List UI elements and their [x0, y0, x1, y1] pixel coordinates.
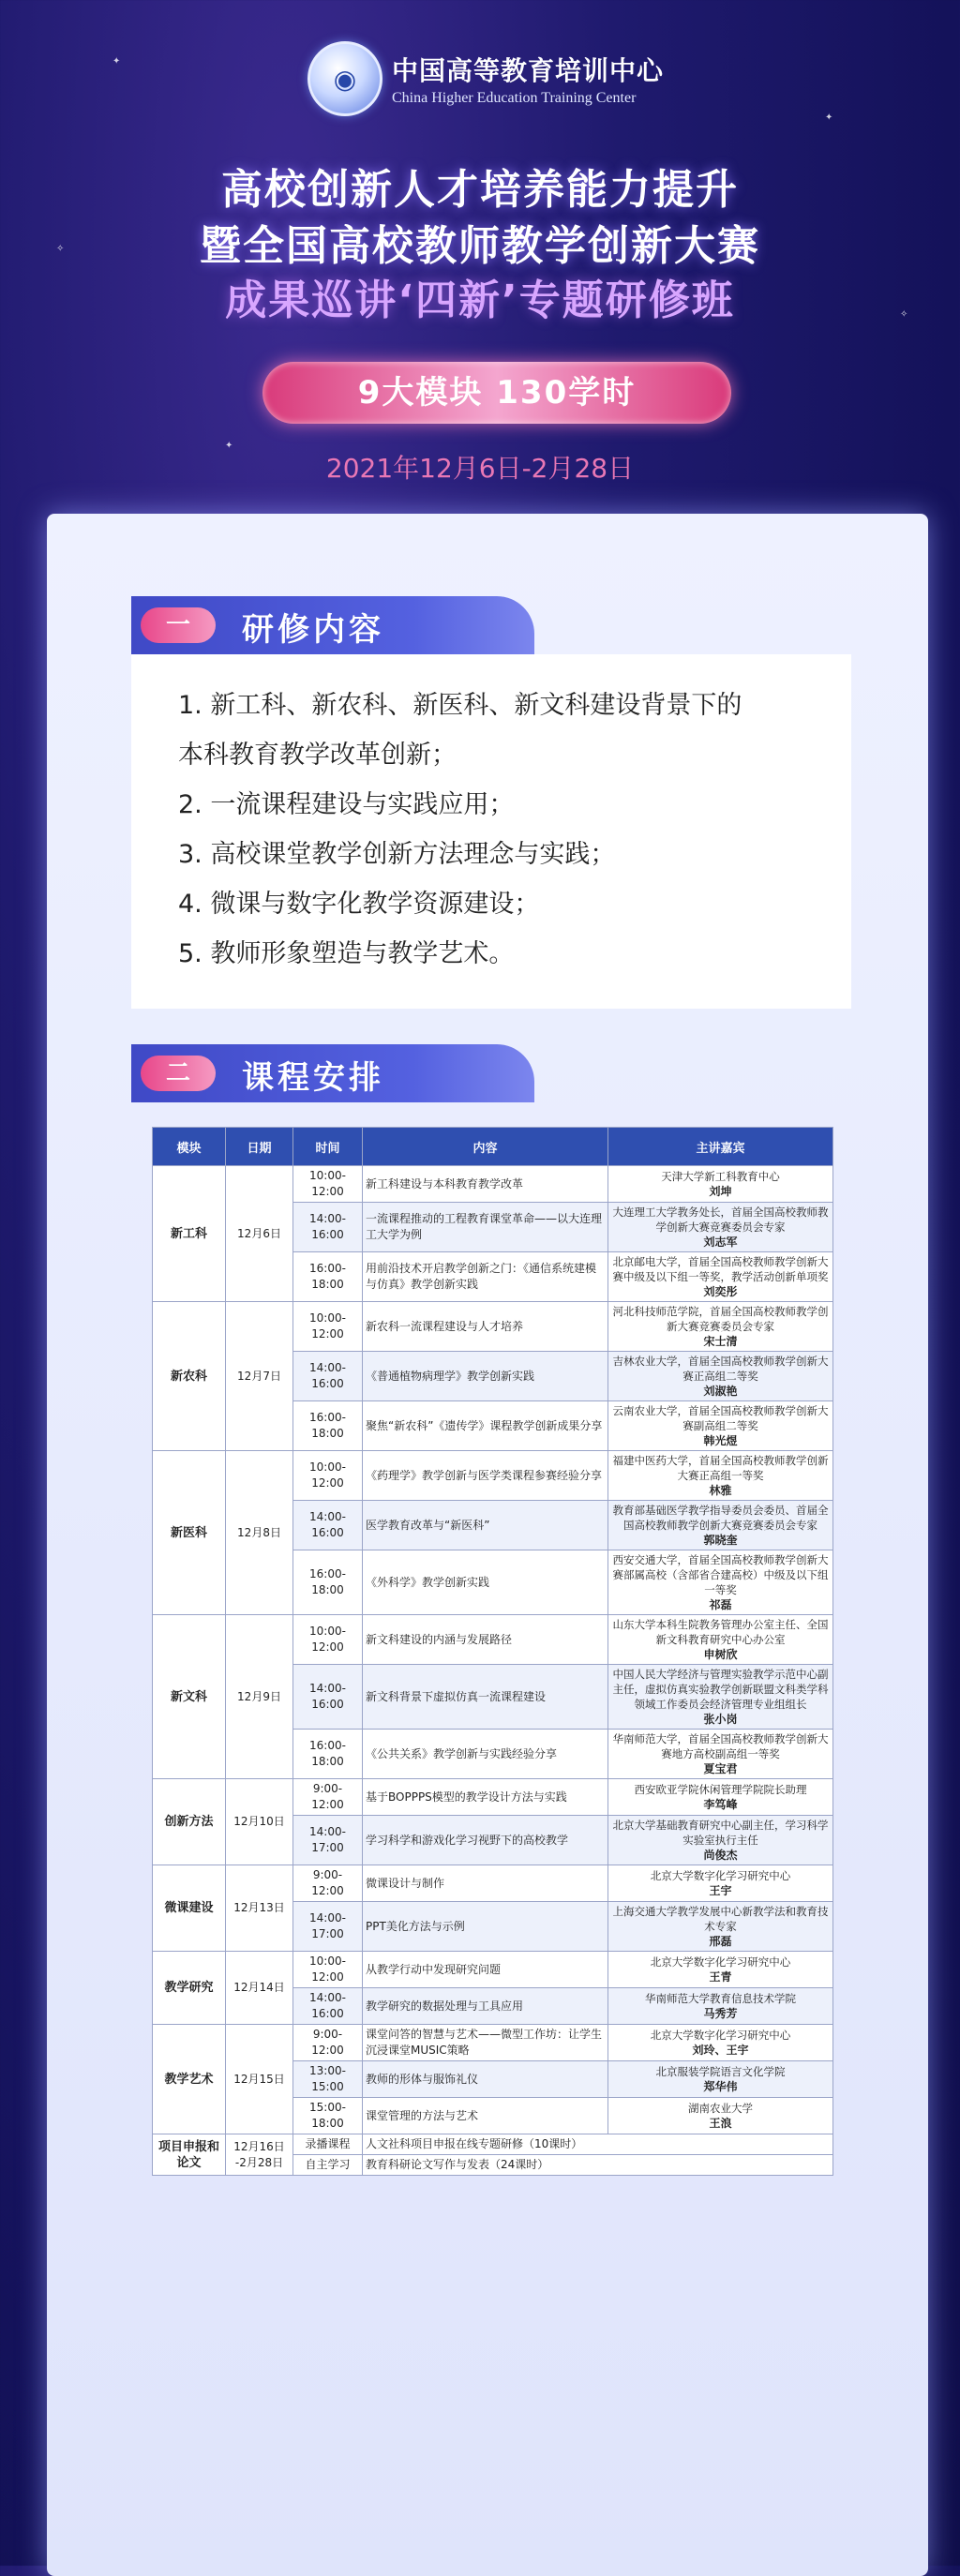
- schedule-table-wrap: [152, 1127, 832, 2176]
- speaker-cell: [608, 2098, 833, 2134]
- date-cell: 12月16日 -2月28日: [226, 2134, 293, 2176]
- speaker-cell: [608, 1988, 833, 2025]
- content-list: [131, 654, 851, 979]
- content-cell: 课堂问答的智慧与艺术——微型工作坊：让学生沉浸课堂MUSIC策略: [363, 2025, 608, 2061]
- speaker-cell: [608, 1816, 833, 1865]
- speaker-cell: [608, 1730, 833, 1779]
- section-header-schedule: [131, 1044, 534, 1102]
- speaker-title: 福建中医药大学，首届全国高校教师教学创新大赛正高组一等奖: [612, 1454, 829, 1482]
- table-header-cell: 内容: [363, 1128, 608, 1166]
- module-cell: 新医科: [153, 1451, 226, 1615]
- title-line-2: 暨全国高校教师教学创新大赛: [200, 222, 760, 270]
- speaker-name: 王青: [709, 1970, 732, 1984]
- content-cell: PPT美化方法与示例: [363, 1902, 608, 1952]
- speaker-name: 马秀芳: [703, 2007, 738, 2020]
- time-cell: 13:00- 15:00: [293, 2061, 363, 2098]
- speaker-name: 宋士清: [703, 1335, 738, 1348]
- star-icon: ✧: [56, 244, 65, 254]
- speaker-title: 天津大学新工科教育中心: [661, 1170, 780, 1183]
- section-title: 研修内容: [242, 611, 384, 649]
- title-line-3: 成果巡讲‘四新’专题研修班: [225, 277, 735, 324]
- time-cell: 14:00- 17:00: [293, 1816, 363, 1865]
- speaker-cell: [608, 1902, 833, 1952]
- logo-emblem-icon: ◉: [308, 41, 382, 116]
- time-cell: 10:00- 12:00: [293, 1952, 363, 1988]
- date-cell: 12月14日: [226, 1952, 293, 2025]
- table-header-cell: 日期: [226, 1128, 293, 1166]
- content-cell: 教育科研论文写作与发表（24课时）: [363, 2155, 833, 2176]
- speaker-title: 北京大学数字化学习研究中心: [650, 2029, 791, 2042]
- speaker-name: 刘玲、王宇: [692, 2044, 749, 2057]
- content-list-item: 1. 新工科、新农科、新医科、新文科建设背景下的: [178, 691, 742, 720]
- speaker-title: 北京大学基础教育研究中心副主任，学习科学实验室执行主任: [612, 1819, 829, 1847]
- module-cell: 教学艺术: [153, 2025, 226, 2134]
- speaker-name: 郑华伟: [703, 2080, 738, 2093]
- content-cell: 学习科学和游戏化学习视野下的高校教学: [363, 1816, 608, 1865]
- content-list-item: 3. 高校课堂教学创新方法理念与实践；: [178, 840, 616, 869]
- speaker-name: 邢磊: [709, 1935, 732, 1948]
- speaker-cell: [608, 1203, 833, 1252]
- content-list-item: 4. 微课与数字化教学资源建设；: [178, 890, 540, 919]
- speaker-title: 西安交通大学，首届全国高校教师教学创新大赛部属高校（含部省合建高校）中级及以下组一等奖: [612, 1553, 829, 1596]
- page-header: [0, 0, 960, 506]
- content-list-item: 本科教育教学改革创新；: [178, 741, 457, 770]
- speaker-title: 华南师范大学，首届全国高校教师教学创新大赛地方高校副高组一等奖: [612, 1732, 829, 1760]
- table-header-cell: 模块: [153, 1128, 226, 1166]
- speaker-name: 张小岗: [703, 1713, 738, 1726]
- brand-name-en: China Higher Education Training Center: [392, 90, 637, 106]
- table-row: [153, 1615, 833, 1665]
- speaker-title: 北京大学数字化学习研究中心: [650, 1869, 791, 1882]
- speaker-cell: [608, 1166, 833, 1203]
- speaker-title: 湖南农业大学: [688, 2102, 753, 2115]
- table-row: [153, 1166, 833, 1203]
- speaker-name: 尚俊杰: [703, 1849, 738, 1862]
- speaker-cell: [608, 1451, 833, 1501]
- module-cell: 创新方法: [153, 1779, 226, 1865]
- speaker-name: 刘奕彤: [703, 1285, 738, 1298]
- speaker-title: 大连理工大学教务处长，首届全国高校教师教学创新大赛竞赛委员会专家: [612, 1206, 829, 1234]
- content-cell: 新工科建设与本科教育教学改革: [363, 1166, 608, 1203]
- table-header-cell: 时间: [293, 1128, 363, 1166]
- speaker-cell: [608, 1615, 833, 1665]
- star-icon: ✦: [825, 112, 833, 123]
- speaker-name: 林雅: [709, 1484, 732, 1497]
- section-number: 一: [141, 607, 216, 643]
- speaker-name: 韩光煜: [703, 1434, 738, 1447]
- time-cell: 10:00- 12:00: [293, 1302, 363, 1352]
- content-list-item: 5. 教师形象塑造与教学艺术。: [178, 939, 515, 968]
- table-header-row: [153, 1128, 833, 1166]
- speaker-title: 西安欧亚学院休闲管理学院院长助理: [634, 1783, 807, 1796]
- speaker-name: 祁磊: [709, 1598, 732, 1611]
- table-header-cell: 主讲嘉宾: [608, 1128, 833, 1166]
- brand-logo: [308, 41, 664, 116]
- speaker-name: 郭晓奎: [703, 1534, 738, 1547]
- module-cell: 项目申报和论文: [153, 2134, 226, 2176]
- time-cell: 14:00- 16:00: [293, 1501, 363, 1550]
- content-cell: 教学研究的数据处理与工具应用: [363, 1988, 608, 2025]
- section-title: 课程安排: [242, 1059, 384, 1097]
- content-cell: 聚焦“新农科”《遗传学》课程教学创新成果分享: [363, 1401, 608, 1451]
- content-cell: 《普通植物病理学》教学创新实践: [363, 1352, 608, 1401]
- time-cell: 16:00- 18:00: [293, 1730, 363, 1779]
- module-cell: 新农科: [153, 1302, 226, 1451]
- speaker-cell: [608, 1252, 833, 1302]
- speaker-title: 中国人民大学经济与管理实验教学示范中心副主任，虚拟仿真实验教学创新联盟文科类学科领域工作委员会经济管理专业组组长: [612, 1668, 829, 1711]
- speaker-title: 北京邮电大学，首届全国高校教师教学创新大赛中级及以下组一等奖，教学活动创新单项奖: [612, 1255, 829, 1283]
- content-cell: 一流课程推动的工程教育课堂革命——以大连理工大学为例: [363, 1203, 608, 1252]
- content-cell: 微课设计与制作: [363, 1865, 608, 1902]
- content-cell: 课堂管理的方法与艺术: [363, 2098, 608, 2134]
- module-cell: 微课建设: [153, 1865, 226, 1952]
- time-cell: 9:00- 12:00: [293, 1779, 363, 1816]
- content-cell: 《公共关系》教学创新与实践经验分享: [363, 1730, 608, 1779]
- content-cell: 从教学行动中发现研究问题: [363, 1952, 608, 1988]
- speaker-cell: [608, 1501, 833, 1550]
- content-cell: 用前沿技术开启教学创新之门：《通信系统建模与仿真》教学创新实践: [363, 1252, 608, 1302]
- content-cell: 《外科学》教学创新实践: [363, 1550, 608, 1615]
- speaker-title: 北京服装学院语言文化学院: [655, 2065, 786, 2078]
- module-cell: 新工科: [153, 1166, 226, 1302]
- speaker-cell: [608, 1352, 833, 1401]
- time-cell: 14:00- 16:00: [293, 1665, 363, 1730]
- speaker-title: 山东大学本科生院教务管理办公室主任、全国新文科教育研究中心办公室: [612, 1618, 829, 1646]
- speaker-cell: [608, 2025, 833, 2061]
- time-cell: 16:00- 18:00: [293, 1252, 363, 1302]
- speaker-name: 刘坤: [709, 1185, 732, 1198]
- section-header-content: [131, 596, 534, 654]
- star-icon: ✦: [225, 441, 233, 451]
- speaker-name: 夏宝君: [703, 1762, 738, 1775]
- time-cell: 14:00- 16:00: [293, 1203, 363, 1252]
- section-number: 二: [141, 1056, 216, 1091]
- date-cell: 12月15日: [226, 2025, 293, 2134]
- table-row: [153, 1865, 833, 1902]
- table-row: [153, 1451, 833, 1501]
- date-cell: 12月7日: [226, 1302, 293, 1451]
- time-cell: 16:00- 18:00: [293, 1401, 363, 1451]
- speaker-cell: [608, 2061, 833, 2098]
- speaker-title: 华南师范大学教育信息技术学院: [645, 1992, 796, 2005]
- date-cell: 12月8日: [226, 1451, 293, 1615]
- speaker-cell: [608, 1779, 833, 1816]
- content-cell: 基于BOPPPS模型的教学设计方法与实践: [363, 1779, 608, 1816]
- time-cell: 10:00- 12:00: [293, 1166, 363, 1203]
- date-cell: 12月13日: [226, 1865, 293, 1952]
- content-cell: 医学教育改革与“新医科”: [363, 1501, 608, 1550]
- content-cell: 新文科背景下虚拟仿真一流课程建设: [363, 1665, 608, 1730]
- content-cell: 《药理学》教学创新与医学类课程参赛经验分享: [363, 1451, 608, 1501]
- speaker-title: 上海交通大学教学发展中心新教学法和教育技术专家: [612, 1905, 829, 1933]
- time-cell: 14:00- 17:00: [293, 1902, 363, 1952]
- content-cell: 新文科建设的内涵与发展路径: [363, 1615, 608, 1665]
- content-list-item: 2. 一流课程建设与实践应用；: [178, 790, 515, 819]
- time-cell: 16:00- 18:00: [293, 1550, 363, 1615]
- time-cell: 15:00- 18:00: [293, 2098, 363, 2134]
- speaker-name: 李笃峰: [703, 1798, 738, 1811]
- speaker-cell: [608, 1401, 833, 1451]
- speaker-cell: [608, 1665, 833, 1730]
- speaker-name: 申树欣: [703, 1648, 738, 1661]
- date-cell: 12月10日: [226, 1779, 293, 1865]
- speaker-title: 云南农业大学，首届全国高校教师教学创新大赛副高组二等奖: [612, 1404, 829, 1432]
- time-cell: 10:00- 12:00: [293, 1451, 363, 1501]
- title-line-1: 高校创新人才培养能力提升: [221, 166, 739, 214]
- speaker-title: 河北科技师范学院，首届全国高校教师教学创新大赛竞赛委员会专家: [612, 1305, 829, 1333]
- speaker-title: 吉林农业大学，首届全国高校教师教学创新大赛正高组二等奖: [612, 1355, 829, 1383]
- date-range: 2021年12月6日-2月28日: [325, 453, 635, 484]
- speaker-name: 刘淑艳: [703, 1385, 738, 1398]
- speaker-cell: [608, 1302, 833, 1352]
- brand-name-cn: 中国高等教育培训中心: [392, 55, 665, 86]
- content-cell: 教师的形体与服饰礼仪: [363, 2061, 608, 2098]
- schedule-table: [152, 1127, 833, 2176]
- content-cell: 新农科一流课程建设与人才培养: [363, 1302, 608, 1352]
- time-cell: 9:00- 12:00: [293, 2025, 363, 2061]
- content-list-box: [131, 654, 851, 1009]
- content-cell: 人文社科项目申报在线专题研修（10课时）: [363, 2134, 833, 2155]
- time-cell: 14:00- 16:00: [293, 1352, 363, 1401]
- star-icon: ✦: [112, 56, 121, 67]
- table-row: [153, 1779, 833, 1816]
- time-cell: 14:00- 16:00: [293, 1988, 363, 2025]
- table-row: [153, 1302, 833, 1352]
- star-icon: ✧: [900, 309, 908, 320]
- speaker-title: 教育部基础医学教学指导委员会委员、首届全国高校教师教学创新大赛竞赛委员会专家: [612, 1504, 829, 1532]
- module-cell: 新文科: [153, 1615, 226, 1779]
- speaker-name: 刘志军: [703, 1236, 738, 1249]
- table-row: [153, 1952, 833, 1988]
- table-row: [153, 2134, 833, 2155]
- time-cell: 录播课程: [293, 2134, 363, 2155]
- speaker-cell: [608, 1865, 833, 1902]
- speaker-cell: [608, 1550, 833, 1615]
- date-cell: 12月6日: [226, 1166, 293, 1302]
- speaker-title: 北京大学数字化学习研究中心: [650, 1955, 791, 1969]
- table-row: [153, 2025, 833, 2061]
- date-cell: 12月9日: [226, 1615, 293, 1779]
- speaker-name: 王宇: [709, 1884, 732, 1897]
- speaker-cell: [608, 1952, 833, 1988]
- time-cell: 9:00- 12:00: [293, 1865, 363, 1902]
- time-cell: 10:00- 12:00: [293, 1615, 363, 1665]
- highlight-badge: 9大模块 130学时: [262, 362, 731, 424]
- module-cell: 教学研究: [153, 1952, 226, 2025]
- time-cell: 自主学习: [293, 2155, 363, 2176]
- speaker-name: 王浪: [709, 2117, 732, 2130]
